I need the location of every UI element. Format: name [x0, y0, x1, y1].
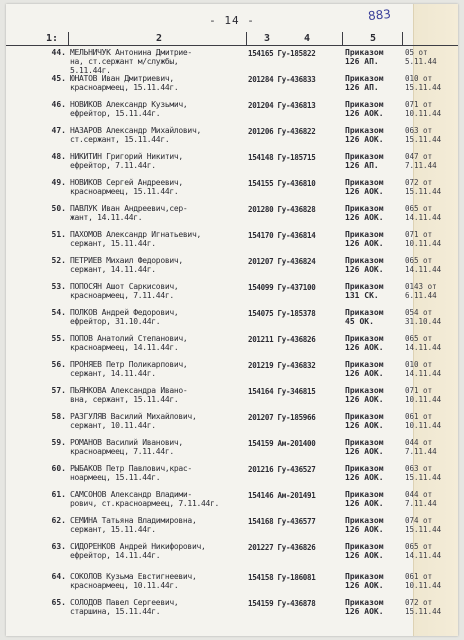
order-reference: 044 от 7.11.44 — [405, 438, 437, 456]
order-reference: 065 от 14.11.44 — [405, 334, 442, 352]
row-number: 57. — [51, 386, 66, 395]
medal-number: 154155 Гу-436810 — [248, 179, 316, 188]
row-number: 49. — [51, 178, 66, 187]
order-source: Приказом 131 СК. — [345, 282, 384, 300]
order-source: Приказом 126 АОК. — [345, 256, 384, 274]
order-source: Приказом 126 АОК. — [345, 230, 384, 248]
order-source: Приказом 126 АОК. — [345, 542, 384, 560]
row-number: 61. — [51, 490, 66, 499]
medal-number: 201284 Гу-436833 — [248, 75, 316, 84]
order-source: Приказом 126 АОК. — [345, 598, 384, 616]
order-reference: 072 от 15.11.44 — [405, 178, 442, 196]
person-entry: ПРОНЯЕВ Петр Поликарпович, сержант, 14.11.44г. — [70, 360, 188, 378]
row-number: 50. — [51, 204, 66, 213]
award-row — [6, 542, 458, 572]
row-number: 48. — [51, 152, 66, 161]
row-number: 64. — [51, 572, 66, 581]
order-source: Приказом 126 АП. — [345, 48, 384, 66]
row-number: 63. — [51, 542, 66, 551]
archive-stamp-number: 883 — [367, 6, 392, 24]
column-number-4: 4 — [304, 33, 311, 44]
row-number: 52. — [51, 256, 66, 265]
row-number: 58. — [51, 412, 66, 421]
row-number: 62. — [51, 516, 66, 525]
medal-number: 201207 Гу-436824 — [248, 257, 316, 266]
column-divider — [246, 32, 247, 45]
row-number: 46. — [51, 100, 66, 109]
person-entry: СИДОРЕНКОВ Андрей Никифорович, ефрейтор, 14.11.44г. — [70, 542, 206, 560]
order-source: Приказом 126 АОК. — [345, 516, 384, 534]
order-source: Приказом 126 АП. — [345, 152, 384, 170]
column-divider — [342, 32, 343, 45]
award-row — [6, 598, 458, 628]
medal-number: 201211 Гу-436826 — [248, 335, 316, 344]
column-divider — [402, 32, 403, 45]
row-number: 60. — [51, 464, 66, 473]
person-entry: ПАХОМОВ Александр Игнатьевич, сержант, 15.11.44г. — [70, 230, 201, 248]
row-number: 59. — [51, 438, 66, 447]
person-entry: СЕМИНА Татьяна Владимировна, сержант, 15.11.44г. — [70, 516, 197, 534]
person-entry: РАЗГУЛЯВ Василий Михайлович, сержант, 10.11.44г. — [70, 412, 197, 430]
order-reference: 071 от 10.11.44 — [405, 100, 442, 118]
column-divider — [68, 32, 69, 45]
medal-number: 154099 Гу-437100 — [248, 283, 316, 292]
order-reference: 063 от 15.11.44 — [405, 464, 442, 482]
row-number: 65. — [51, 598, 66, 607]
order-reference: 054 от 31.10.44 — [405, 308, 442, 326]
order-reference: 061 от 10.11.44 — [405, 412, 442, 430]
order-source: Приказом 126 АОК. — [345, 572, 384, 590]
medal-number: 154148 Гу-185715 — [248, 153, 316, 162]
person-entry: НОВИКОВ Александр Кузьмич, ефрейтор, 15.11.44г. — [70, 100, 188, 118]
column-number-2: 2 — [156, 33, 163, 44]
order-reference: 063 от 15.11.44 — [405, 126, 442, 144]
column-header-row — [6, 32, 458, 46]
order-source: Приказом 126 АОК. — [345, 178, 384, 196]
order-reference: 0143 от 6.11.44 — [405, 282, 437, 300]
person-entry: ПОПОСЯН Ашот Саркисович, красноармеец, 7.11.44г. — [70, 282, 179, 300]
order-source: Приказом 126 АП. — [345, 74, 384, 92]
person-entry: ПОПОВ Анатолий Степанович, красноармеец, 14.11.44г. — [70, 334, 188, 352]
medal-number: 201207 Гу-185966 — [248, 413, 316, 422]
order-source: Приказом 126 АОК. — [345, 126, 384, 144]
medal-number: 154168 Гу-436577 — [248, 517, 316, 526]
row-number: 54. — [51, 308, 66, 317]
order-reference: 071 от 10.11.44 — [405, 386, 442, 404]
medal-number: 201204 Гу-436813 — [248, 101, 316, 110]
person-entry: РЫБАКОВ Петр Павлович,крас- ноармеец, 15.11.44г. — [70, 464, 192, 482]
person-entry: ПАВЛУК Иван Андреевич,сер- жант, 14.11.44г. — [70, 204, 188, 222]
column-number-1: 1: — [46, 33, 59, 44]
order-reference: 072 от 15.11.44 — [405, 598, 442, 616]
person-entry: НОВИКОВ Сергей Андреевич, красноармеец, 15.11.44г. — [70, 178, 183, 196]
order-source: Приказом 126 АОК. — [345, 360, 384, 378]
order-reference: 065 от 14.11.44 — [405, 256, 442, 274]
medal-number: 154170 Гу-436814 — [248, 231, 316, 240]
order-reference: 074 от 15.11.44 — [405, 516, 442, 534]
order-source: Приказом 126 АОК. — [345, 334, 384, 352]
medal-number: 154165 Гу-185822 — [248, 49, 316, 58]
order-reference: 010 от 14.11.44 — [405, 360, 442, 378]
order-source: Приказом 126 АОК. — [345, 386, 384, 404]
column-number-3: 3 — [264, 33, 271, 44]
column-number-5: 5 — [370, 33, 377, 44]
order-source: Приказом 126 АОК. — [345, 412, 384, 430]
person-entry: ПЕТРИЕВ Михаил Федорович, сержант, 14.11.44г. — [70, 256, 183, 274]
medal-number: 154159 Гу-436878 — [248, 599, 316, 608]
order-reference: 05 от 5.11.44 — [405, 48, 437, 66]
row-number: 53. — [51, 282, 66, 291]
person-entry: ЮНАТОВ Иван Дмитриевич, красноармеец, 15.11.44г. — [70, 74, 179, 92]
row-number: 55. — [51, 334, 66, 343]
order-reference: 065 от 14.11.44 — [405, 542, 442, 560]
order-reference: 061 от 10.11.44 — [405, 572, 442, 590]
medal-number: 154158 Гу-186081 — [248, 573, 316, 582]
order-source: Приказом 126 АОК. — [345, 100, 384, 118]
order-source: Приказом 126 АОК. — [345, 438, 384, 456]
order-source: Приказом 126 АОК. — [345, 464, 384, 482]
person-entry: ПОЛКОВ Андрей Федорович, ефрейтор, 31.10.44г. — [70, 308, 179, 326]
document-sheet — [6, 4, 458, 636]
medal-number: 201219 Гу-436832 — [248, 361, 316, 370]
medal-number: 154159 Ам-201400 — [248, 439, 316, 448]
row-number: 44. — [51, 48, 66, 57]
person-entry: ПЬЯНКОВА Александра Ивано- вна, сержант, 15.11.44г. — [70, 386, 188, 404]
order-source: Приказом 126 АОК. — [345, 204, 384, 222]
order-reference: 071 от 10.11.44 — [405, 230, 442, 248]
person-entry: СОЛОДОВ Павел Сергеевич, старшина, 15.11.44г. — [70, 598, 179, 616]
person-entry: САМСОНОВ Александр Владими- рович, ст.красноармеец, 7.11.44г. — [70, 490, 220, 508]
order-source: Приказом 126 АОК. — [345, 490, 384, 508]
person-entry: НАЗАРОВ Александр Михайлович, ст.сержант, 15.11.44г. — [70, 126, 201, 144]
page-number: - 14 - — [209, 14, 255, 27]
row-number: 51. — [51, 230, 66, 239]
medal-number: 201280 Гу-436828 — [248, 205, 316, 214]
medal-number: 201227 Гу-436826 — [248, 543, 316, 552]
row-number: 45. — [51, 74, 66, 83]
person-entry: СОКОЛОВ Кузьма Евстигнеевич, красноармеец, 10.11.44г. — [70, 572, 197, 590]
order-source: Приказом 45 ОК. — [345, 308, 384, 326]
order-reference: 047 от 7.11.44 — [405, 152, 437, 170]
medal-number: 154146 Ам-201491 — [248, 491, 316, 500]
row-number: 56. — [51, 360, 66, 369]
medal-number: 201206 Гу-436822 — [248, 127, 316, 136]
order-reference: 044 от 7.11.44 — [405, 490, 437, 508]
medal-number: 154164 Гу-346815 — [248, 387, 316, 396]
row-number: 47. — [51, 126, 66, 135]
order-reference: 010 от 15.11.44 — [405, 74, 442, 92]
medal-number: 201216 Гу-436527 — [248, 465, 316, 474]
person-entry: МЕЛЬНИЧУК Антонина Дмитрие- на, ст.сержант м/службы, 5.11.44г. — [70, 48, 192, 75]
person-entry: НИКИТИН Григорий Никитич, ефрейтор, 7.11.44г. — [70, 152, 183, 170]
medal-number: 154075 Гу-185378 — [248, 309, 316, 318]
person-entry: РОМАНОВ Василий Иванович, красноармеец, 7.11.44г. — [70, 438, 183, 456]
order-reference: 065 от 14.11.44 — [405, 204, 442, 222]
